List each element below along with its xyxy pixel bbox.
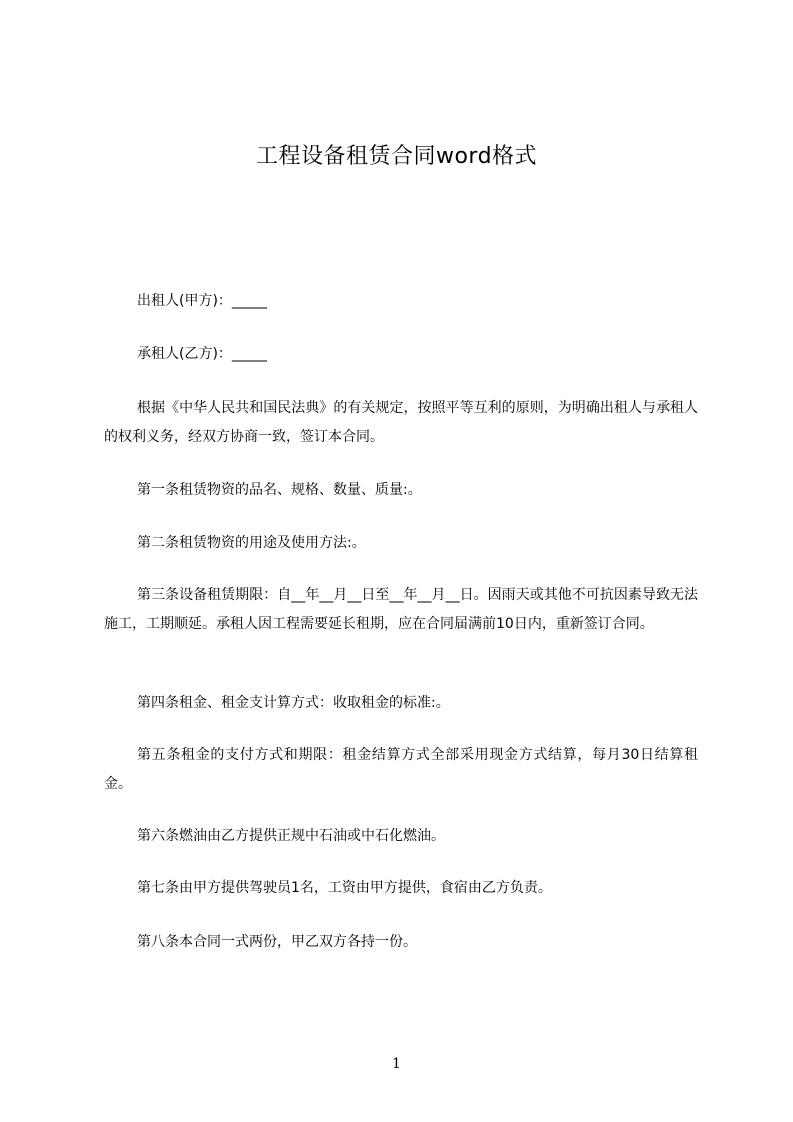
paragraph-article-5: 第五条租金的支付方式和期限：租金结算方式全部采用现金方式结算，每月30日结算租金。: [104, 747, 698, 792]
paragraph-article-7: 第七条由甲方提供驾驶员1名，工资由甲方提供，食宿由乙方负责。: [137, 880, 552, 896]
document-title: 工程设备租赁合同word格式: [255, 144, 538, 169]
paragraph-article-2: 第二条租赁物资的用途及使用方法:。: [137, 535, 366, 551]
paragraph-preamble: 根据《中华人民共和国民法典》的有关规定，按照平等互利的原则，为明确出租人与承租人的权利义务，经双方协商一致，签订本合同。: [104, 400, 698, 445]
page-number: 1: [392, 1056, 401, 1072]
paragraph-article-8: 第八条本合同一式两份，甲乙双方各持一份。: [137, 934, 417, 950]
paragraph-article-6: 第六条燃油由乙方提供正规中石油或中石化燃油。: [137, 828, 445, 844]
paragraph-lessor: 出租人(甲方)：_____: [137, 293, 267, 309]
paragraph-article-1: 第一条租赁物资的品名、规格、数量、质量:。: [137, 482, 422, 498]
paragraph-lessee: 承租人(乙方)：_____: [137, 346, 267, 362]
paragraph-article-4: 第四条租金、租金支计算方式：收取租金的标准:。: [137, 695, 450, 711]
paragraph-article-3: 第三条设备租赁期限：自__年__月__日至__年__月__日。因雨天或其他不可抗因素导致无法施工，工期顺延。承租人因工程需要延长租期，应在合同届满前10日内，重新签订合同。: [104, 587, 698, 632]
